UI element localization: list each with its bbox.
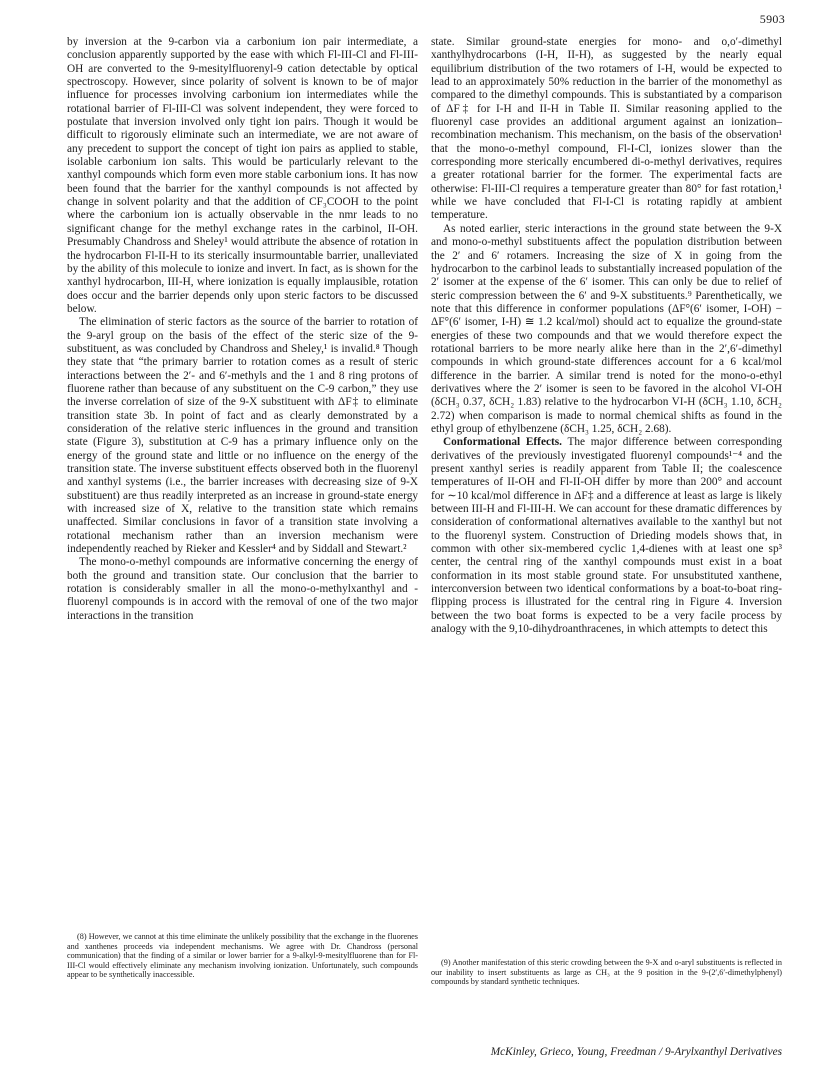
footnote-right (431, 958, 782, 987)
running-footer: McKinley, Grieco, Young, Freedman / 9-Arylxanthyl Derivatives (490, 1046, 782, 1058)
right-column (431, 36, 782, 636)
body-paragraph (431, 436, 782, 636)
section-text: The major difference between corresponding derivatives of the previously investigated fluorenyl compounds¹⁻⁴ and the present xanthyl series is readily apparent from Table II; the coalescence temperatures of II-OH and Fl-II-OH differ by more than 200° and account for ∼10 kcal/mol difference in ΔF‡ and a difference at least as large is likely between III-H and Fl-III-H. We can account for these dramatic differences by consideration of conformational alternatives available to the xanthyl but not to the fluorenyl system. Construction of Drieding models shows that, in common with other six-membered cyclic 1,4-dienes with at least one sp³ center, the central ring of the xanthyl compounds must exist in a boat conformation in its most stable ground state. For unsubstituted xanthene, interconversion between two identical conformations by a boat-to-boat ring-flipping process is illustrated for the central ring in Figure 4. Inversion between the two boat forms is expected to be a very facile process by analogy with the 9,10-dihydroanthracenes, in which attempts to detect this (431, 436, 783, 636)
body-paragraph: by inversion at the 9-carbon via a carbonium ion pair intermediate, a conclusion apparently supported by the ease with which Fl-III-Cl and Fl-III-OH are converted to the 9-mesitylfluorenyl-9 cation detectable by optical spectroscopy. However, since polarity of solvent is known to be of major influence for processes involving carbonium ion intermediates while the rotational barrier of Fl-III-Cl was solvent independent, they were forced to postulate that inversion involved only tight ion pairs. Though it would be difficult to rigorously eliminate such an intermediate, we are not aware of any precedent to support the concept of tight ion pairs as applied to stable, isolable carbonium ion salts. This would be particularly relevant to the xanthyl compounds which form even more stable carbonium ions. It has now been found that the barrier for the xanthyl compounds is not affected by change in solvent polarity and that the addition of CF₃COOH to the point where the carbonium ion is actually observable in the nmr leads to no significant change for the methyl exchange rates in the carbinol, II-OH. Presumably Chandross and Sheley¹ would attribute the absence of rotation in the hydrocarbon Fl-II-H to its sterically insurmountable barrier, unalleviated by the ability of this molecule to ionize and invert. In fact, as is shown for the xanthyl hydrocarbon, III-H, where ionization is equally implausible, rotation does occur and the barrier depends only upon steric factors to be discussed below. (67, 36, 418, 315)
left-column (67, 36, 418, 623)
body-paragraph: As noted earlier, steric interactions in the ground state between the 9-X and mono-o-methyl substituents affect the population distribution between the 2′ and 6′ rotamers. Increasing the size of X in going from the hydrocarbon to the carbinol leads to substantially increased population of the 2′ isomer at the expense of the 6′ isomer. This can only be due to relief of steric compression between the 6′ and 9-X substituents.⁹ Parenthetically, we note that this difference in conformer populations (ΔF°(6′ isomer, I-OH) − ΔF°(6′ isomer, I-H) ≅ 1.2 kcal/mol) should act to equalize the ground-state energies of these two compounds and that we would therefore expect the rotational barriers to be more nearly alike here than in the 2′,6′-dimethyl compounds in which ground-state differences account for a 6 kcal/mol difference in the barrier. A similar trend is noted for the mono-o-ethyl derivatives where the 2′ isomer is seen to be favored in the alcohol VI-OH (δCH₃ 0.37, δCH₂ 1.83) relative to the hydrocarbon VI-H (δCH₃ 1.10, δCH₂ 2.72) when comparison is made to normal chemical shifts as found in the ethyl group of ethylbenzene (δCH₃ 1.25, δCH₂ 2.68). (431, 222, 782, 435)
footnote-left (67, 932, 418, 980)
body-paragraph: state. Similar ground-state energies for mono- and o,o′-dimethyl xanthylhydrocarbons (I-H, II-H), as suggested by the nearly equal equilibrium distribution of the two rotamers of I-H, would be expected to lead to an approximately 50% reduction in the barrier of the monomethyl as compared to the dimethyl compounds. This is substantiated by a comparison of ΔF‡ for I-H and II-H in Table II. Similar reasoning applied to the fluorenyl case provides an additional argument against an ionization–recombination mechanism. This mechanism, on the basis of the observation¹ that the mono-o-methyl compound, Fl-I-Cl, ionizes slower than the corresponding more sterically encumbered di-o-methyl derivatives, requires a greater rotational barrier for the former. The experimental facts are otherwise: Fl-III-Cl requires a temperature greater than 80° for fast rotation,¹ while we have concluded that Fl-I-Cl is rotating rapidly at ambient temperature. (431, 36, 782, 222)
section-heading: Conformational Effects. (443, 436, 562, 449)
footnote-9: (9) Another manifestation of this steric crowding between the 9-X and o-aryl substituents is reflected in our inability to insert substituents as large as CH₃ at the 9 position in the 9-(2′,6′-dimethylphenyl) compounds by standard synthetic techniques. (431, 958, 782, 987)
page-number: 5903 (759, 12, 785, 26)
footnote-8: (8) However, we cannot at this time eliminate the unlikely possibility that the exchange in the fluorenes and xanthenes proceeds via independent mechanisms. We agree with Dr. Chandross (personal communication) that the finding of a similar or lower barrier for a 9-alkyl-9-mesitylfluorene than for Fl-III-Cl would effectively eliminate any mechanism involving ionization. Unfortunately, such compounds appear to be synthetically inaccessible. (67, 932, 418, 980)
body-paragraph: The mono-o-methyl compounds are informative concerning the energy of both the ground and transition state. Our conclusion that the barrier to rotation is considerably smaller in all the mono-o-methylxanthyl and -fluorenyl compounds is in accord with the removal of one of the two major interactions in the transition (67, 556, 418, 622)
body-paragraph: The elimination of steric factors as the source of the barrier to rotation of the 9-aryl group on the basis of the effect of the steric size of the 9-substituent, as was concluded by Chandross and Sheley,¹ is invalid.⁸ Though they state that “the primary barrier to rotation comes as a result of steric interactions between the 2′- and 6′-methyls and the 1 and 8 ring protons of fluorene rather than because of any substituent on the C-9 carbon,” they use the inverse correlation of size of the 9-X substituent with ΔF‡ to eliminate transition state 3b. In point of fact and as clearly demonstrated by a consideration of the relative steric influences in the ground and transition state (Figure 3), substitution at C-9 has a primary influence only on the energy of the ground state and little or no influence on the energy of the transition state. The inverse substituent effects observed both in the fluorenyl and xanthyl systems (i.e., the barrier increases with decreasing size of 9-X substituent) are thus readily interpreted as an increase in ground-state energy with increased size of X, relative to the transition state which remains unaffected. Similar conclusions in favor of a transition state involving a rotational mechanism rather than an inversion mechanism were independently reached by Rieker and Kessler⁴ and by Siddall and Stewart.² (67, 316, 418, 556)
